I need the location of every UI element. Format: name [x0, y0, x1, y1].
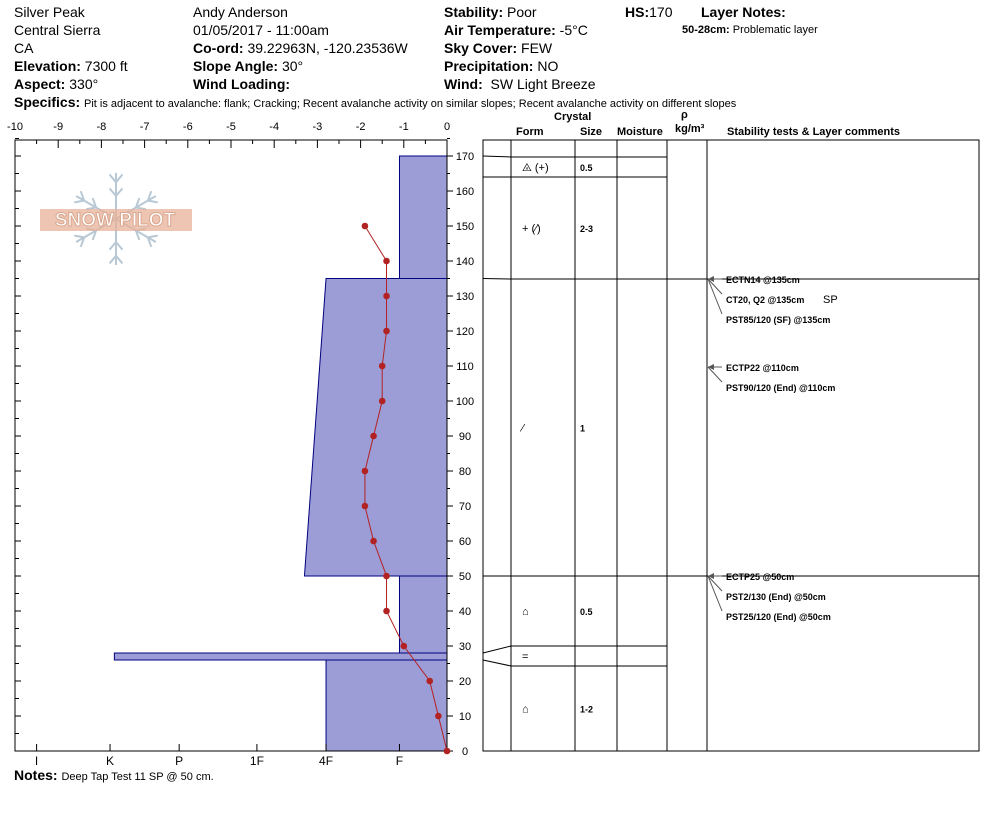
density-rho-header: ρ	[681, 109, 688, 121]
stability-test-label: PST85/120 (SF) @135cm	[726, 315, 831, 325]
temperature-tick-label: -8	[96, 121, 107, 133]
layer-note-range: 50-28cm:	[682, 24, 730, 36]
temperature-point	[383, 608, 390, 615]
height-tick-label: 20	[458, 676, 472, 688]
density-unit-header: kg/m³	[675, 123, 705, 135]
hardness-layer-bar	[114, 653, 447, 660]
site-name: Silver Peak	[14, 4, 85, 20]
stability-value: Poor	[507, 4, 537, 20]
temperature-point	[383, 573, 390, 580]
stability-test-label: PST25/120 (End) @50cm	[726, 612, 831, 622]
test-pointer	[708, 576, 722, 611]
temperature-tick-label: -10	[7, 121, 23, 133]
height-tick-label: 110	[456, 361, 474, 373]
size-header: Size	[580, 126, 603, 138]
hardness-tick-label: 1F	[249, 754, 264, 768]
coord-value: 39.22963N, -120.23536W	[247, 40, 408, 56]
hardness-tick-label: 4F	[319, 754, 334, 768]
notes-label: Notes:	[14, 767, 58, 783]
height-tick-label: 130	[455, 291, 475, 303]
logo-snowflake-branch	[148, 236, 158, 238]
stability-label: Stability:	[444, 4, 504, 20]
temperature-point	[426, 678, 433, 685]
crystal-size-label: 1	[580, 423, 586, 434]
crystal-size-label: 1-2	[580, 704, 594, 715]
layer-connector	[483, 279, 511, 280]
test-arrowhead	[708, 364, 714, 370]
temperature-tick-label: -4	[269, 121, 280, 133]
layer-connector	[483, 660, 511, 666]
height-tick-label: 80	[458, 466, 472, 478]
layer-connector	[483, 156, 511, 157]
stability-test-suffix: SP	[823, 294, 838, 306]
stability-test-label: PST90/120 (End) @110cm	[726, 383, 836, 393]
height-tick-label: 30	[458, 641, 472, 653]
height-tick-label: 160	[455, 186, 475, 198]
specifics-label: Specifics:	[14, 94, 81, 110]
slope-label: Slope Angle:	[193, 58, 279, 74]
hardness-layer-bar	[399, 576, 447, 653]
temperature-point	[383, 293, 390, 300]
air-temp-value: -5°C	[559, 22, 588, 38]
temperature-tick-label: -1	[398, 121, 409, 133]
test-pointer	[708, 279, 722, 314]
hardness-layer-bar	[326, 660, 447, 751]
moisture-header: Moisture	[617, 126, 663, 138]
stability-tests-header: Stability tests & Layer comments	[727, 126, 901, 138]
aspect-value: 330°	[69, 76, 99, 92]
temperature-point	[362, 223, 369, 230]
logo-snowflake-branch	[74, 201, 84, 203]
logo-snowflake-branch	[148, 201, 158, 203]
height-tick-label: 100	[455, 396, 475, 408]
precip-label: Precipitation:	[444, 58, 534, 74]
layer-note-text: Problematic layer	[732, 24, 818, 36]
hs-value: 170	[649, 4, 673, 20]
hardness-layer-bar	[399, 156, 447, 279]
notes-text: Deep Tap Test 11 SP @ 50 cm.	[61, 771, 214, 783]
height-tick-label: 10	[458, 711, 472, 723]
form-header: Form	[516, 126, 544, 138]
crystal-form-label: =	[522, 651, 529, 663]
stability-test-label: PST2/130 (End) @50cm	[726, 592, 826, 602]
hardness-profile	[114, 156, 447, 751]
crystal-form-label: ⌂	[522, 703, 529, 716]
height-tick-label: 140	[455, 256, 475, 268]
coord-label: Co-ord:	[193, 40, 244, 56]
layer-connector	[483, 646, 511, 653]
temperature-point	[370, 538, 377, 545]
crystal-size-label: 0.5	[580, 163, 593, 173]
crystal-form-label: ⨻ (+)	[522, 162, 549, 174]
crystal-size-label: 0.5	[580, 607, 593, 617]
sky-value: FEW	[521, 40, 553, 56]
height-tick-label: 120	[455, 326, 475, 338]
hs-label: HS:	[625, 4, 650, 20]
slope-value: 30°	[281, 58, 304, 74]
sky-label: Sky Cover:	[444, 40, 518, 56]
state: CA	[14, 40, 34, 56]
elevation-label: Elevation:	[14, 58, 81, 74]
elevation-value: 7300 ft	[84, 58, 128, 74]
height-tick-label: 150	[455, 221, 475, 233]
temperature-tick-label: -6	[182, 121, 193, 133]
layer-notes-label: Layer Notes:	[701, 4, 786, 20]
datetime: 01/05/2017 - 11:00am	[193, 22, 329, 38]
temperature-tick-label: -3	[312, 121, 323, 133]
precip-value: NO	[537, 58, 559, 74]
test-pointer	[708, 576, 722, 591]
hardness-tick-label: I	[34, 754, 39, 768]
temperature-point	[362, 468, 369, 475]
height-tick-label: 70	[458, 501, 472, 513]
hardness-tick-label: F	[395, 754, 404, 768]
test-pointer	[708, 367, 722, 382]
logo-text: SNOW PILOT	[54, 210, 176, 231]
crystal-size-label: 2-3	[580, 224, 594, 234]
height-tick-label: 60	[458, 536, 472, 548]
temperature-point	[379, 363, 386, 370]
temperature-tick-label: -5	[226, 121, 236, 133]
crystal-header: Crystal	[554, 111, 592, 123]
observer: Andy Anderson	[193, 4, 288, 20]
temperature-tick-label: -7	[139, 121, 150, 133]
temperature-point	[383, 258, 390, 265]
temperature-tick-label: -2	[355, 121, 366, 133]
temperature-tick-label: -9	[53, 121, 64, 133]
air-temp-label: Air Temperature:	[444, 22, 556, 38]
crystal-form-label: ⌂	[522, 606, 529, 618]
height-tick-label: 170	[455, 151, 475, 163]
temperature-point	[370, 433, 377, 440]
wind-label: Wind:	[444, 76, 483, 92]
temperature-point	[362, 503, 369, 510]
temperature-point	[383, 328, 390, 335]
temperature-point	[435, 713, 442, 720]
hardness-tick-label: K	[106, 754, 115, 768]
mountain-range: Central Sierra	[14, 22, 101, 38]
logo-snowflake-branch	[74, 236, 84, 238]
crystal-form-label: + (⁄)	[522, 223, 541, 235]
stability-test-label: CT20, Q2 @135cm	[726, 295, 805, 305]
aspect-label: Aspect:	[14, 76, 66, 92]
wind-loading-label: Wind Loading:	[193, 76, 291, 92]
temperature-tick-label: 0	[443, 121, 451, 133]
height-tick-label: 50	[458, 571, 472, 583]
crystal-form-label: ⁄	[522, 422, 524, 435]
height-tick-label: 90	[458, 431, 472, 443]
height-tick-label: 40	[458, 606, 472, 618]
stability-test-label: ECTP22 @110cm	[726, 363, 799, 373]
specifics-text: Pit is adjacent to avalanche: flank; Cracking; Recent avalanche activity on similar slopes; Recent avalanche activity on different slopes	[84, 98, 737, 110]
stability-test-label: ECTN14 @135cm	[726, 275, 800, 285]
stability-test-label: ECTP25 @50cm	[726, 572, 795, 582]
hardness-tick-label: P	[175, 754, 184, 768]
test-pointer	[708, 279, 722, 294]
layer-panel	[483, 140, 979, 751]
temperature-point	[444, 748, 451, 755]
height-tick-label: 0	[461, 746, 469, 758]
wind-value: SW Light Breeze	[490, 76, 596, 92]
logo-snowflake-branch	[86, 208, 96, 210]
logo-snowflake-branch	[136, 208, 146, 210]
layer-panel-frame	[483, 140, 979, 751]
temperature-point	[379, 398, 386, 405]
temperature-point	[401, 643, 408, 650]
